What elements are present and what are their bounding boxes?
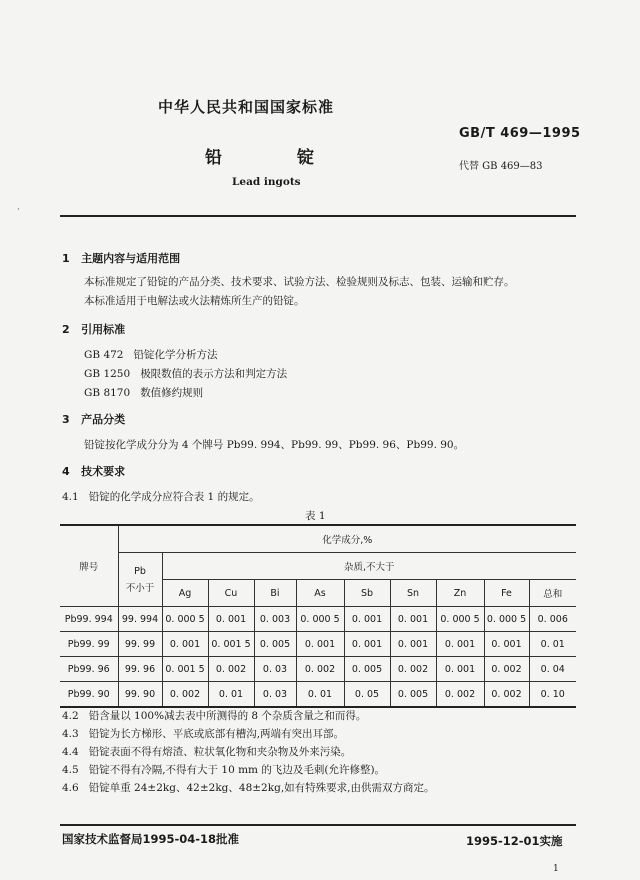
total-cell: 0. 04: [529, 657, 576, 682]
total-cell: 0. 01: [529, 632, 576, 657]
clause-4-1: 4.1 铅锭的化学成分应符合表 1 的规定。: [62, 491, 260, 503]
element-header: Fe: [484, 580, 529, 607]
grade-header: 牌号: [60, 525, 118, 607]
value-cell: 0. 001 5: [162, 657, 208, 682]
effective-date: 1995-12-01实施: [466, 834, 563, 848]
value-cell: 0. 002: [436, 682, 484, 708]
value-cell: 0. 001: [436, 632, 484, 657]
value-cell: 0. 000 5: [296, 607, 344, 632]
value-cell: 0. 001: [208, 607, 254, 632]
pb-header: Pb 不小于: [118, 553, 162, 607]
section-4-heading: 4 技术要求: [62, 465, 126, 478]
header-divider: [60, 215, 576, 217]
title-cn-char-1: 铅: [205, 148, 222, 168]
standard-code: GB/T 469—1995: [459, 126, 581, 141]
section-1-paragraph-2: 本标准适用于电解法或火法精炼所生产的铅锭。: [84, 295, 305, 307]
table-row: [60, 682, 576, 708]
section-3-paragraph: 铅锭按化学成分分为 4 个牌号 Pb99. 994、Pb99. 99、Pb99. 96、Pb99. 90。: [84, 439, 465, 451]
value-cell: 0. 002: [162, 682, 208, 708]
value-cell: 0. 03: [254, 657, 296, 682]
value-cell: 0. 001 5: [208, 632, 254, 657]
reference-item: GB 1250 极限数值的表示方法和判定方法: [84, 368, 288, 380]
value-cell: 0. 001: [390, 632, 436, 657]
margin-mark: ·: [17, 205, 20, 215]
approval-date: 国家技术监督局1995-04-18批准: [62, 832, 240, 846]
table-row: [60, 607, 576, 632]
grade-cell: Pb99. 994: [60, 607, 118, 632]
element-header: Sb: [344, 580, 390, 607]
footer-divider: [60, 824, 576, 826]
title-cn-char-2: 锭: [297, 148, 314, 168]
section-3-heading: 3 产品分类: [62, 413, 126, 426]
value-cell: 0. 002: [484, 657, 529, 682]
value-cell: 0. 000 5: [436, 607, 484, 632]
section-1-heading: 1 主题内容与适用范围: [62, 252, 181, 265]
clause-4-4: 4.4 铅锭表面不得有熔渣、粒状氧化物和夹杂物及外来污染。: [62, 746, 352, 758]
replaces-note: 代替 GB 469—83: [459, 161, 543, 172]
value-cell: 0. 05: [344, 682, 390, 708]
value-cell: 0. 03: [254, 682, 296, 708]
grade-cell: Pb99. 96: [60, 657, 118, 682]
reference-item: GB 472 铅锭化学分析方法: [84, 349, 218, 361]
value-cell: 0. 001: [484, 632, 529, 657]
page-number: 1: [553, 864, 559, 874]
clause-4-2: 4.2 铅含量以 100%减去表中所测得的 8 个杂质含量之和而得。: [62, 710, 367, 722]
element-header: Bi: [254, 580, 296, 607]
value-cell: 0. 002: [296, 657, 344, 682]
clause-4-6: 4.6 铅锭单重 24±2kg、42±2kg、48±2kg,如有特殊要求,由供需双方商定。: [62, 782, 435, 794]
value-cell: 0. 01: [208, 682, 254, 708]
title-en: Lead ingots: [232, 176, 301, 188]
value-cell: 0. 005: [390, 682, 436, 708]
section-1-paragraph-1: 本标准规定了铅锭的产品分类、技术要求、试验方法、检验规则及标志、包装、运输和贮存。: [84, 276, 515, 288]
value-cell: 0. 000 5: [162, 607, 208, 632]
grade-cell: Pb99. 99: [60, 632, 118, 657]
total-cell: 0. 10: [529, 682, 576, 708]
table-row: [60, 632, 576, 657]
element-header: Cu: [208, 580, 254, 607]
composition-header: 化学成分,%: [118, 525, 576, 553]
value-cell: 0. 001: [162, 632, 208, 657]
element-header: Sn: [390, 580, 436, 607]
value-cell: 0. 01: [296, 682, 344, 708]
value-cell: 0. 001: [390, 607, 436, 632]
clause-4-5: 4.5 铅锭不得有冷隔,不得有大于 10 mm 的飞边及毛刺(允许修整)。: [62, 764, 386, 776]
national-standard-heading: 中华人民共和国国家标准: [158, 98, 335, 116]
composition-table: [60, 524, 576, 708]
element-header: As: [296, 580, 344, 607]
value-cell: 0. 002: [390, 657, 436, 682]
value-cell: 0. 002: [484, 682, 529, 708]
value-cell: 0. 003: [254, 607, 296, 632]
grade-cell: Pb99. 90: [60, 682, 118, 708]
impurity-header: 杂质,不大于: [162, 553, 576, 580]
value-cell: 0. 001: [344, 632, 390, 657]
value-cell: 0. 000 5: [484, 607, 529, 632]
pb-cell: 99. 99: [118, 632, 162, 657]
pb-cell: 99. 96: [118, 657, 162, 682]
element-header: 总和: [529, 580, 576, 607]
value-cell: 0. 001: [296, 632, 344, 657]
table-row: [60, 657, 576, 682]
value-cell: 0. 005: [344, 657, 390, 682]
total-cell: 0. 006: [529, 607, 576, 632]
value-cell: 0. 005: [254, 632, 296, 657]
pb-cell: 99. 90: [118, 682, 162, 708]
value-cell: 0. 001: [344, 607, 390, 632]
section-2-heading: 2 引用标准: [62, 323, 126, 336]
clause-4-3: 4.3 铅锭为长方梯形、平底或底部有槽沟,两端有突出耳部。: [62, 728, 345, 740]
table-caption: 表 1: [305, 510, 326, 522]
reference-item: GB 8170 数值修约规则: [84, 387, 204, 399]
value-cell: 0. 002: [208, 657, 254, 682]
value-cell: 0. 001: [436, 657, 484, 682]
pb-cell: 99. 994: [118, 607, 162, 632]
element-header: Ag: [162, 580, 208, 607]
element-header: Zn: [436, 580, 484, 607]
